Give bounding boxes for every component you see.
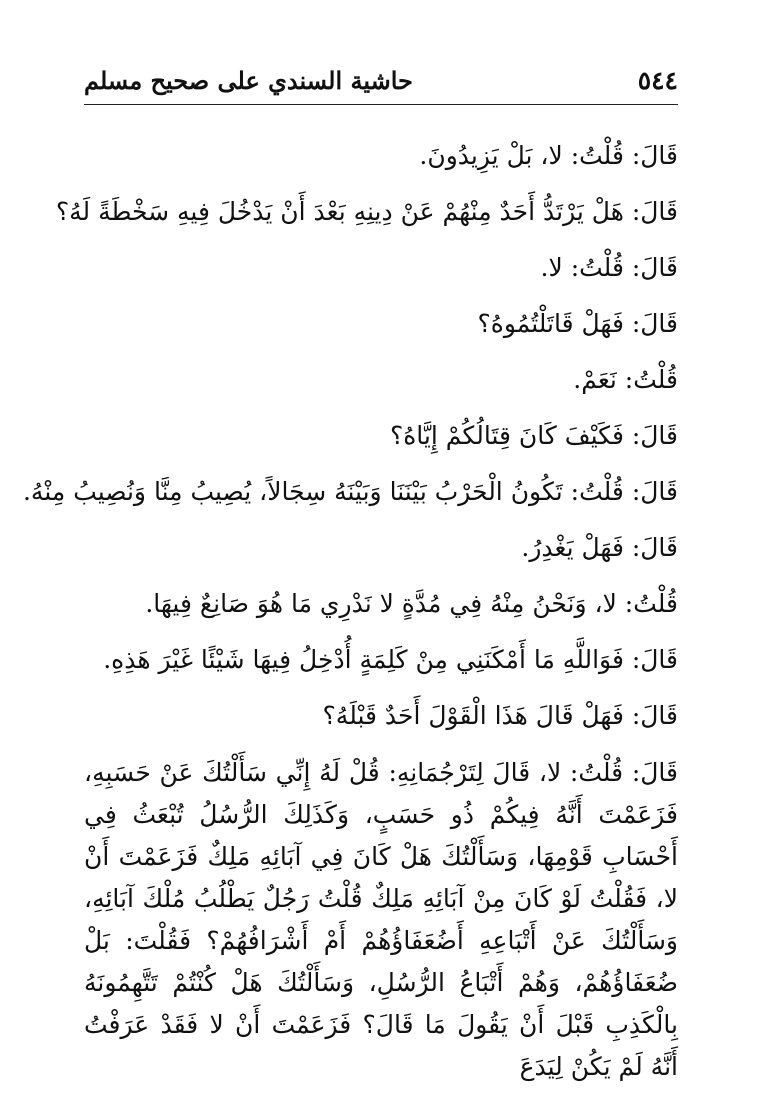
closing-paragraph: قَالَ: قُلْتُ: لا، قَالَ لِتَرْجُمَانِهِ: قُلْ لَهُ إِنِّي سَأَلْتُكَ عَنْ حَسَبِهِ، فَزَعَمْتَ أَنَّهُ فِيكُمْ ذُو حَسَبٍ، وَكَذَلِكَ الرُّسُلُ تُبْعَثُ فِي أَحْسَابِ قَوْمِهَا، وَسَأَلْتُكَ هَلْ كَانَ فِي آبَائِهِ مَلِكٌ فَزَعَمْتَ أَنْ لا، فَقُلْتُ لَوْ كَانَ مِنْ آبَائِهِ مَلِكٌ قُلْتُ رَجُلٌ يَطْلُبُ مُلْكَ آبَائِهِ، وَسَأَلْتُكَ عَنْ أَتْبَاعِهِ أَضُعَفَاؤُهُمْ أَمْ أَشْرَافُهُمْ؟ فَقُلْتَ: بَلْ ضُعَفَاؤُهُمْ، وَهُمْ أَتْبَاعُ الرُّسُلِ، وَسَأَلْتُكَ هَلْ كُنْتُمْ تَتَّهِمُونَهُ بِالْكَذِبِ قَبْلَ أَنْ يَقُولَ مَا قَالَ؟ فَزَعَمْتَ أَنْ لا فَقَدْ عَرَفْتُ أَنَّهُ لَمْ يَكُنْ لِيَدَعَ (84, 758, 678, 1081)
header-divider (84, 104, 678, 105)
text-line: قَالَ: فَهَلْ قَاتَلْتُمُوهُ؟ (477, 309, 678, 338)
text-line: قُلْتُ: نَعَمْ. (573, 365, 678, 394)
page-number: ٥٤٤ (637, 66, 678, 95)
page-header (84, 62, 678, 102)
text-line: قَالَ: فَهَلْ قَالَ هَذَا الْقَوْلَ أَحَدٌ قَبْلَهُ؟ (322, 701, 678, 730)
text-line: قَالَ: فَهَلْ يَغْدِرُ. (521, 533, 678, 562)
text-line: قَالَ: هَلْ يَرْتَدُّ أَحَدٌ مِنْهُمْ عَنْ دِينِهِ بَعْدَ أَنْ يَدْخُلَ فِيهِ سَخْطَةً لَهُ؟ (55, 197, 678, 226)
text-line: قَالَ: فَكَيْفَ كَانَ قِتَالُكُمْ إِيَّاهُ؟ (389, 421, 678, 450)
text-line: قَالَ: فَوَاللَّهِ مَا أَمْكَنَنِي مِنْ كَلِمَةٍ أُدْخِلُ فِيهَا شَيْئًا غَيْرَ هَذِهِ. (103, 645, 678, 674)
book-title: حاشية السندي على صحيح مسلم (84, 66, 413, 95)
text-line: قَالَ: قُلْتُ: تَكُونُ الْحَرْبُ بَيْنَنَا وَبَيْنَهُ سِجَالاً، يُصِيبُ مِنَّا وَنُصِيبُ مِنْهُ. (22, 477, 678, 506)
text-line: قُلْتُ: لا، وَنَحْنُ مِنْهُ فِي مُدَّةٍ لا نَدْرِي مَا هُوَ صَانِعٌ فِيهَا. (145, 589, 678, 618)
text-line: قَالَ: قُلْتُ: لا. (540, 253, 678, 282)
text-line: قَالَ: قُلْتُ: لا، بَلْ يَزِيدُونَ. (419, 141, 678, 170)
page-body (22, 128, 678, 1088)
